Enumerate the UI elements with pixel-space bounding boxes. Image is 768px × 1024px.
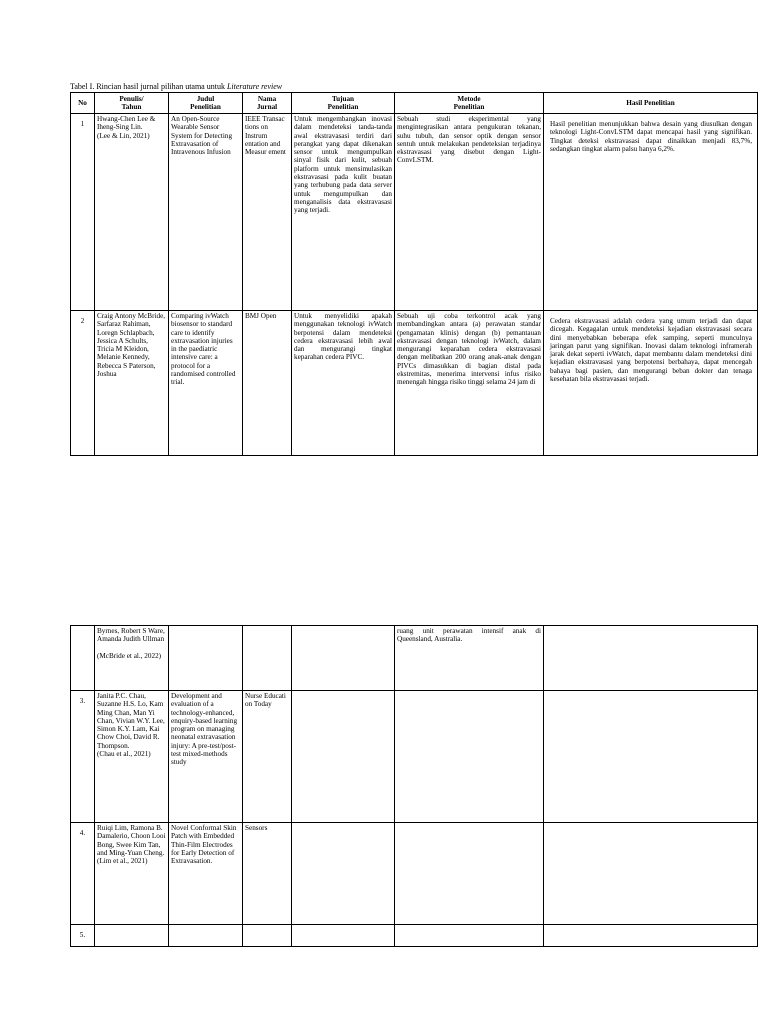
table-row bbox=[71, 691, 758, 823]
cell-tujuan bbox=[292, 626, 395, 691]
cell-judul: Development and evaluation of a technology-enhanced, enquiry-based learning program on managing neonatal extravasation injury: A pre-test/post-test mixed-methods study bbox=[169, 691, 243, 823]
caption-text: Tabel I. Rincian hasil jurnal pilihan utama untuk bbox=[70, 82, 227, 91]
cell-judul: Novel Conformal Skin Patch with Embedded Thin-Film Electrodes for Early Detection of Extravasation. bbox=[169, 823, 243, 925]
table-header-row bbox=[71, 93, 758, 114]
header-judul: Judul Penelitian bbox=[169, 93, 243, 114]
cell-metode bbox=[395, 691, 544, 823]
cell-metode: ruang unit perawatan intensif anak di Queensland, Australia. bbox=[395, 626, 544, 691]
cell-metode: Sebuah uji coba terkontrol acak yang membandingkan antara (a) perawatan standar (pengamatan klinis) dengan (b) pemantauan ekstravasasi dengan teknologi ivWatch, dalam mengurangi keparahan cedera ekstravasasi dengan melibatkan 200 orang anak-anak dengan PIVCs dimasukkan di bagian distal pada ekstremitas, menerima intervensi infus risiko menengah hingga risiko tinggi selama 24 jam di bbox=[395, 311, 544, 456]
caption-italic: Literature review bbox=[226, 82, 283, 91]
cell-no bbox=[71, 626, 95, 691]
cell-hasil: Hasil penelitian menunjukkan bahwa desain yang diusulkan dengan teknologi Light-ConvLSTM dapat mencapai hasil yang signifikan. Tingkat deteksi ekstravasasi dapat dinaikkan menjadi 83,7%, sedangkan tingkat alarm palsu hanya 6,2%. bbox=[544, 114, 758, 311]
cell-jurnal bbox=[243, 925, 292, 947]
cell-no: 4. bbox=[71, 823, 95, 925]
table-caption bbox=[70, 82, 282, 92]
cell-hasil bbox=[544, 691, 758, 823]
cell-metode bbox=[395, 925, 544, 947]
cell-penulis: Byrnes, Robert S Ware, Amanda Judith Ullman (McBride et al., 2022) bbox=[95, 626, 169, 691]
cell-penulis: Ruiqi Lim, Ramona B. Damalerio, Choon Looi Bong, Swee Kim Tan, and Ming-Yuan Cheng. (Lim et al., 2021) bbox=[95, 823, 169, 925]
cell-no: 2 bbox=[71, 311, 95, 456]
cell-tujuan: Untuk menyelidiki apakah menggunakan teknologi ivWatch berpotensi dalam mendeteksi cedera ekstravasasi lebih awal dan mengurangi tingkat keparahan cedera PIVC. bbox=[292, 311, 395, 456]
cell-no: 1 bbox=[71, 114, 95, 311]
cell-judul: Comparing ivWatch biosensor to standard care to identify extravasation injuries in the paediatric intensive care: a protocol for a randomised controlled trial. bbox=[169, 311, 243, 456]
cell-judul bbox=[169, 925, 243, 947]
cell-hasil bbox=[544, 626, 758, 691]
table-row bbox=[71, 114, 758, 311]
cell-tujuan bbox=[292, 925, 395, 947]
cell-penulis: Hwang-Chen Lee & Iheng-Sing Lin. (Lee & Lin, 2021) bbox=[95, 114, 169, 311]
cell-judul: An Open-Source Wearable Sensor System for Detecting Extravasation of Intravenous Infusion bbox=[169, 114, 243, 311]
cell-jurnal: Sensors bbox=[243, 823, 292, 925]
cell-judul bbox=[169, 626, 243, 691]
cell-hasil: Cedera ekstravasasi adalah cedera yang umum terjadi dan dapat dicegah. Kegagalan untuk mendeteksi kejadian ekstravasasi secara dini menyebabkan beberapa efek samping, seperti munculnya jaringan parut yang signifikan. Inovasi dalam teknologi inframerah jarak dekat seperti ivWatch, dapat membantu dalam mendeteksi dini kejadian ekstravasasi yang berpotensi berbahaya, dapat mencegah bahaya bagi pasien, dan mengurangi beban dokter dan tenaga kesehatan bila ekstravasasi terjadi. bbox=[544, 311, 758, 456]
table-row bbox=[71, 823, 758, 925]
header-penulis: Penulis/ Tahun bbox=[95, 93, 169, 114]
cell-jurnal: Nurse Educati on Today bbox=[243, 691, 292, 823]
cell-tujuan: Untuk mengembangkan inovasi dalam mendeteksi tanda-tanda awal ekstravasasi terdiri dari perangkat yang dapat dikenakan sensor untuk mengumpulkan sinyal fisik dari kulit, sebuah platform untuk mensimulasikan ekstravasasi pada kulit buatan yang terhubung pada data server untuk mengumpulkan dan menganalisis data ekstravasasi yang terjadi. bbox=[292, 114, 395, 311]
cell-tujuan bbox=[292, 823, 395, 925]
header-jurnal: Nama Jurnal bbox=[243, 93, 292, 114]
cell-penulis: Janita P.C. Chau, Suzanne H.S. Lo, Kam Ming Chan, Man Yi Chan, Vivian W.Y. Lee, Simon K.Y. Lam, Kai Chow Choi, David R. Thompson. (Chau et al., 2021) bbox=[95, 691, 169, 823]
header-tujuan: Tujuan Penelitian bbox=[292, 93, 395, 114]
cell-jurnal: BMJ Open bbox=[243, 311, 292, 456]
header-hasil: Hasil Penelitian bbox=[544, 93, 758, 114]
literature-table-page-1 bbox=[70, 92, 758, 456]
cell-jurnal bbox=[243, 626, 292, 691]
table-row bbox=[71, 626, 758, 691]
header-metode: Metode Penelitian bbox=[395, 93, 544, 114]
table-row bbox=[71, 311, 758, 456]
literature-table-page-2 bbox=[70, 625, 758, 947]
cell-tujuan bbox=[292, 691, 395, 823]
cell-hasil bbox=[544, 925, 758, 947]
cell-no: 3. bbox=[71, 691, 95, 823]
cell-metode: Sebuah studi eksperimental yang mengintegrasikan antara pengukuran tekanan, suhu tubuh, dan sensor optik dengan sensor sentuh untuk melakukan pendeteksian terjadinya ekstravasasi yang disebut dengan Light-ConvLSTM. bbox=[395, 114, 544, 311]
cell-jurnal: IEEE Transac tions on Instrum entation and Measur ement bbox=[243, 114, 292, 311]
cell-penulis: Craig Antony McBride, Sarfaraz Rahiman, Loregn Schlapbach, Jessica A Schults, Tricia M Kleidon, Melanie Kennedy, Rebecca S Paterson, Joshua bbox=[95, 311, 169, 456]
cell-metode bbox=[395, 823, 544, 925]
header-no: No bbox=[71, 93, 95, 114]
cell-penulis bbox=[95, 925, 169, 947]
cell-no: 5. bbox=[71, 925, 95, 947]
cell-hasil bbox=[544, 823, 758, 925]
table-row bbox=[71, 925, 758, 947]
